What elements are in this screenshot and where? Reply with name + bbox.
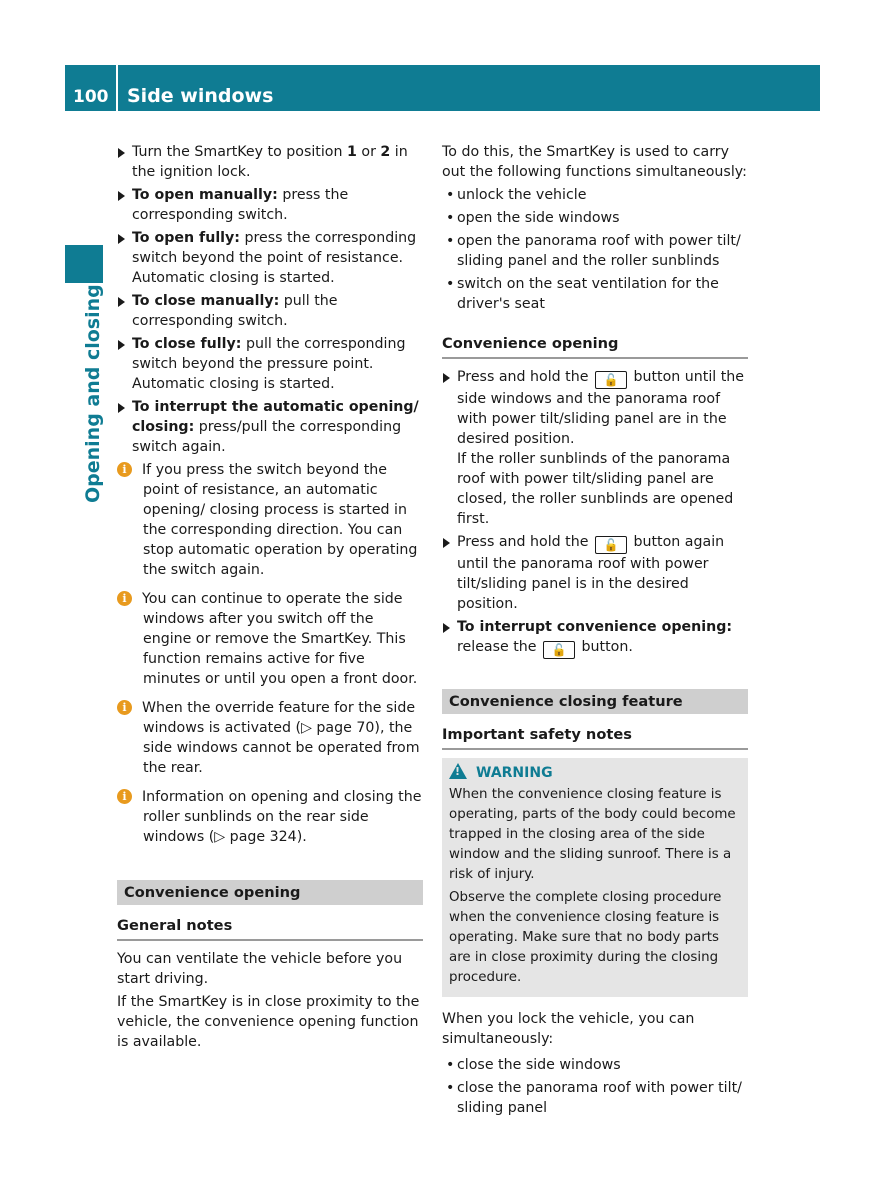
info-icon: i xyxy=(117,700,132,715)
section-title-convenience-opening: Convenience opening xyxy=(117,880,423,905)
warning-triangle-icon xyxy=(449,763,467,779)
step-interrupt-automatic: To interrupt the automatic opening/ closing: press/pull the corresponding switch again. xyxy=(117,397,423,457)
list-item: • switch on the seat ventilation for the driver's seat xyxy=(442,274,748,314)
paragraph-lock: When you lock the vehicle, you can simultaneously: xyxy=(442,1011,695,1047)
paragraph: If the SmartKey is in close proximity to the vehicle, the convenience opening function is available. xyxy=(117,994,420,1050)
list-item: • open the side windows xyxy=(442,208,748,228)
list-item: • close the side windows xyxy=(442,1055,748,1075)
step-interrupt-convenience: To interrupt convenience opening: release the 🔓 button. xyxy=(442,617,748,659)
info-icon: i xyxy=(117,462,132,477)
subhead-important-safety: Important safety notes xyxy=(442,725,748,750)
list-item: • close the panorama roof with power tilt/ sliding panel xyxy=(442,1078,748,1118)
left-column xyxy=(117,142,423,1055)
step-close-manually: To close manually: pull the corresponding switch. xyxy=(117,291,423,331)
page-number: 100 xyxy=(73,87,109,107)
paragraph-intro: To do this, the SmartKey is used to carry out the following functions simultaneously: xyxy=(442,144,747,180)
info-note: i If you press the switch beyond the point of resistance, an automatic opening/ closing process is started in the corresponding direction. You can stop automatic operation by operating the switch again. xyxy=(117,460,423,580)
right-column xyxy=(442,142,748,1121)
list-item: • open the panorama roof with power tilt/ sliding panel and the roller sunblinds xyxy=(442,231,748,271)
step-close-fully: To close fully: pull the corresponding switch beyond the pressure point. Automatic closing is started. xyxy=(117,334,423,394)
info-icon: i xyxy=(117,591,132,606)
subhead-convenience-opening: Convenience opening xyxy=(442,334,748,359)
step-press-hold-again: Press and hold the 🔓 button again until the panorama roof with power tilt/sliding panel is in the desired position. xyxy=(442,532,748,614)
header-divider xyxy=(116,65,118,111)
info-note: i You can continue to operate the side windows after you switch off the engine or remove the SmartKey. This function remains active for five minutes or until you open a front door. xyxy=(117,589,423,689)
warning-box xyxy=(442,758,748,997)
page-title: Side windows xyxy=(127,85,274,107)
step-open-fully: To open fully: press the corresponding switch beyond the point of resistance. Automatic closing is started. xyxy=(117,228,423,288)
warning-text: Observe the complete closing procedure when the convenience closing feature is operating. Make sure that no body parts are in close proximity during the closing procedure. xyxy=(449,890,722,985)
subhead-general-notes: General notes xyxy=(117,916,423,941)
info-note: i Information on opening and closing the roller sunblinds on the rear side windows (▷ page 324). xyxy=(117,787,423,847)
warning-text: When the convenience closing feature is operating, parts of the body could become trapped in the closing area of the side window and the sliding sunroof. There is a risk of injury. xyxy=(449,787,736,882)
unlock-key-icon: 🔓 xyxy=(595,536,627,554)
info-icon: i xyxy=(117,789,132,804)
paragraph: You can ventilate the vehicle before you start driving. xyxy=(117,951,403,987)
info-note: i When the override feature for the side windows is activated (▷ page 70), the side windows cannot be operated from the rear. xyxy=(117,698,423,778)
warning-heading: !WARNING xyxy=(449,763,741,783)
step-open-manually: To open manually: press the corresponding switch. xyxy=(117,185,423,225)
step-press-hold: Press and hold the 🔓 button until the side windows and the panorama roof with power tilt/sliding panel are in the desired position. If the roller sunblinds of the panorama roof with power tilt/sliding panel are closed, the roller sunblinds are opened first. xyxy=(442,367,748,529)
chapter-label: Opening and closing xyxy=(82,284,104,503)
chapter-tab-marker xyxy=(65,245,103,283)
step-turn-key: Turn the SmartKey to position 1 or 2 in the ignition lock. xyxy=(117,142,423,182)
list-item: • unlock the vehicle xyxy=(442,185,748,205)
section-title-convenience-closing: Convenience closing feature xyxy=(442,689,748,714)
unlock-key-icon: 🔓 xyxy=(595,371,627,389)
unlock-key-icon: 🔓 xyxy=(543,641,575,659)
